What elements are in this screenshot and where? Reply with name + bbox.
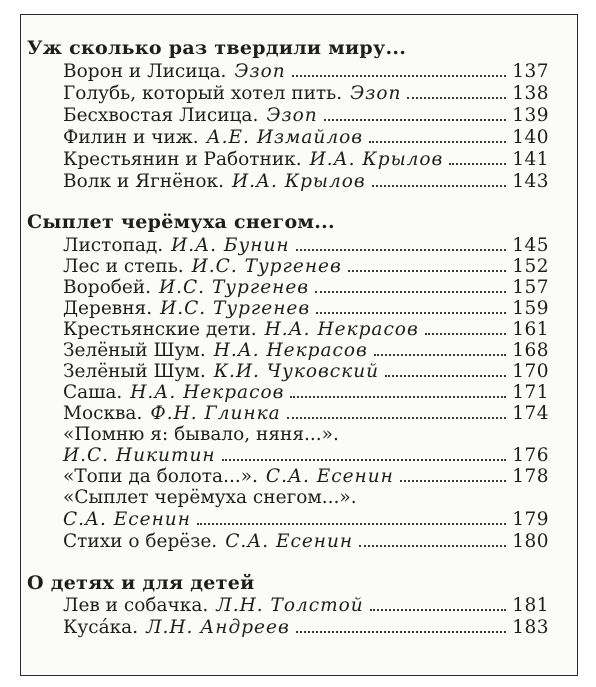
toc-entry-title-line	[63, 487, 549, 509]
dot-leader	[359, 531, 506, 547]
entry-author: И.С. Тургенев	[191, 256, 342, 277]
entry-page: 178	[512, 466, 549, 487]
toc-entry	[63, 403, 549, 425]
dot-leader	[348, 256, 506, 272]
toc-entry	[63, 105, 549, 127]
entry-title: Стихи о берёзе.	[63, 531, 218, 552]
entry-author: Ф.Н. Глинка	[150, 403, 281, 424]
toc-entry	[63, 298, 549, 320]
entry-author: И.А. Бунин	[171, 235, 290, 256]
entry-page: 152	[512, 256, 549, 277]
entry-author: Л.Н. Толстой	[216, 595, 364, 616]
dot-leader	[287, 403, 507, 419]
entry-title: Филин и чиж.	[63, 127, 199, 148]
entry-page: 157	[512, 277, 549, 298]
entry-title: «Топи да болота...».	[63, 466, 258, 487]
entry-author: С.А. Есенин	[63, 509, 191, 530]
dot-leader	[290, 382, 506, 398]
entry-title: Деревня.	[63, 298, 153, 319]
entry-page: 183	[512, 617, 549, 638]
dot-leader	[425, 319, 506, 335]
dot-leader	[372, 171, 507, 187]
toc-page	[20, 14, 578, 676]
dot-leader	[385, 361, 506, 377]
entry-author: С.А. Есенин	[265, 466, 394, 487]
toc-entry	[63, 340, 549, 362]
entry-page: 141	[512, 149, 549, 170]
entry-author: К.И. Чуковский	[213, 361, 380, 382]
dot-leader	[374, 340, 506, 356]
toc-entry	[63, 361, 549, 383]
entry-page: 139	[512, 105, 549, 126]
toc-entry	[63, 617, 549, 639]
section-title: Уж сколько раз твердили миру...	[27, 37, 407, 59]
entry-page: 176	[512, 445, 549, 466]
toc-entry	[63, 277, 549, 299]
toc-entry	[63, 531, 549, 553]
entry-page: 159	[512, 298, 549, 319]
toc-entry	[63, 466, 549, 488]
entry-page: 179	[512, 509, 549, 530]
entry-author: Эзоп	[234, 61, 286, 82]
toc-entry	[63, 319, 549, 341]
entry-author: И.С. Тургенев	[159, 277, 310, 298]
toc-entry	[63, 235, 549, 257]
dot-leader	[315, 277, 506, 293]
entry-author: И.А. Крылов	[231, 171, 366, 192]
dot-leader	[292, 61, 506, 77]
dot-leader	[449, 149, 506, 165]
toc-entry	[63, 83, 549, 105]
section-title: Сыплет черёмуха снегом...	[27, 211, 335, 233]
toc-entry-title-line	[63, 424, 549, 446]
entry-title: Лес и степь.	[63, 256, 184, 277]
entry-author: И.С. Никитин	[63, 445, 216, 466]
entry-title: Листопад.	[63, 235, 164, 256]
toc-entry	[63, 595, 549, 617]
entry-author: Л.Н. Андреев	[146, 617, 290, 638]
dot-leader	[316, 298, 506, 314]
entry-page: 170	[512, 361, 549, 382]
entry-page: 137	[512, 61, 549, 82]
entry-title: Бесхвостая Лисица.	[63, 105, 259, 126]
toc-entry	[63, 149, 549, 171]
entry-page: 143	[512, 171, 549, 192]
entry-page: 174	[512, 403, 549, 424]
toc-entry-author-line	[63, 445, 549, 467]
entry-author: С.А. Есенин	[225, 531, 354, 552]
dot-leader	[324, 105, 507, 121]
dot-leader	[197, 509, 506, 525]
dot-leader	[369, 127, 506, 143]
dot-leader	[407, 83, 506, 99]
toc-entry-author-line	[63, 509, 549, 531]
entry-title: Ворон и Лисица.	[63, 61, 227, 82]
entry-title: Крестьянин и Работник.	[63, 149, 302, 170]
entry-title: Голубь, который хотел пить.	[63, 83, 343, 104]
entry-title: Саша.	[63, 382, 123, 403]
entry-title: «Сыплет черёмуха снегом...».	[63, 487, 357, 508]
dot-leader	[296, 235, 507, 251]
entry-author: Н.А. Некрасов	[264, 319, 419, 340]
entry-page: 168	[512, 340, 549, 361]
toc-entry	[63, 256, 549, 278]
toc-entry	[63, 382, 549, 404]
entry-page: 140	[512, 127, 549, 148]
entry-author: Эзоп	[350, 83, 402, 104]
dot-leader	[222, 445, 507, 461]
section-title: О детях и для детей	[27, 572, 255, 594]
entry-title: Волк и Ягнёнок.	[63, 171, 224, 192]
entry-title: Воробей.	[63, 277, 152, 298]
toc-entry	[63, 127, 549, 149]
entry-page: 181	[512, 595, 549, 616]
toc-entry	[63, 171, 549, 193]
entry-title: Куса́ка.	[63, 617, 139, 638]
entry-author: И.С. Тургенев	[160, 298, 311, 319]
entry-author: И.А. Крылов	[309, 149, 444, 170]
toc-entry	[63, 61, 549, 83]
entry-title: «Помню я: бывало, няня...».	[63, 424, 339, 445]
entry-author: А.Е. Измайлов	[206, 127, 364, 148]
entry-title: Москва.	[63, 403, 143, 424]
entry-author: Эзоп	[266, 105, 318, 126]
dot-leader	[296, 617, 506, 633]
entry-page: 138	[512, 83, 549, 104]
entry-title: Зелёный Шум.	[63, 340, 206, 361]
entry-title: Зелёный Шум.	[63, 361, 206, 382]
entry-title: Крестьянские дети.	[63, 319, 257, 340]
entry-page: 180	[512, 531, 549, 552]
dot-leader	[370, 595, 506, 611]
entry-page: 161	[512, 319, 549, 340]
entry-page: 145	[512, 235, 549, 256]
dot-leader	[400, 466, 506, 482]
entry-author: Н.А. Некрасов	[130, 382, 285, 403]
entry-title: Лев и собачка.	[63, 595, 209, 616]
entry-author: Н.А. Некрасов	[213, 340, 368, 361]
entry-page: 171	[512, 382, 549, 403]
